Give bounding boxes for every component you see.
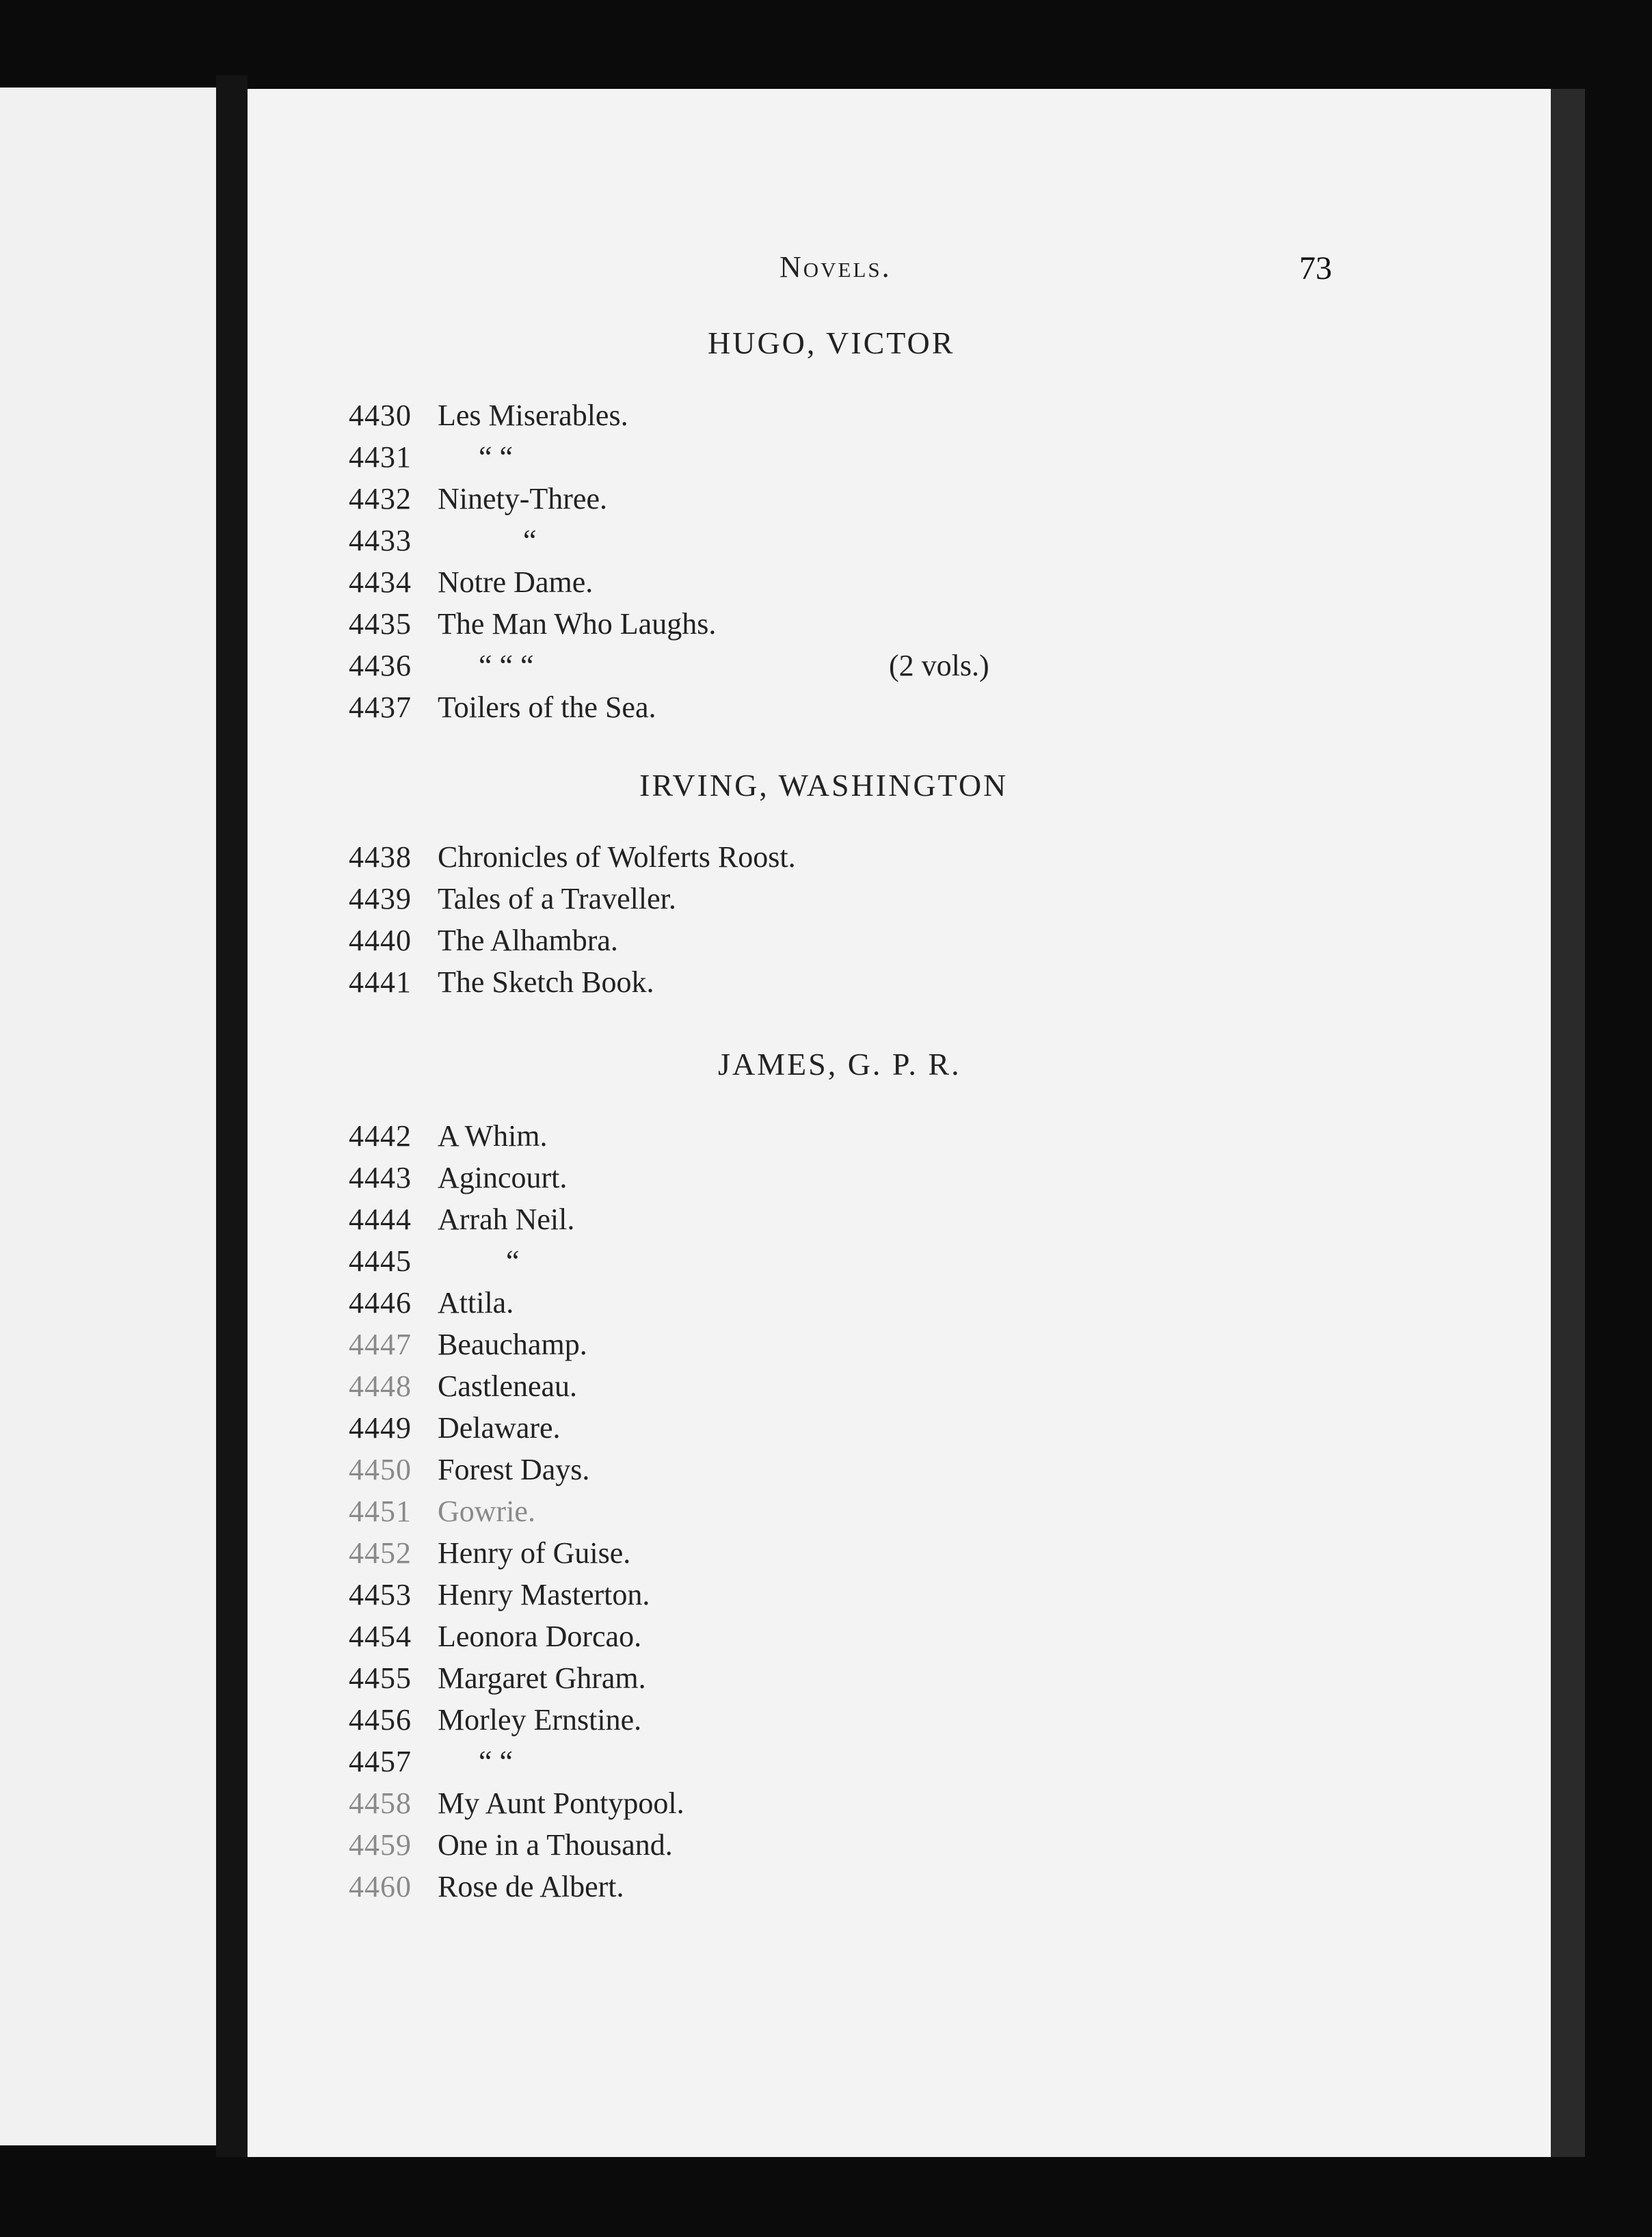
entry-number: 4436 (349, 649, 412, 682)
list-item (349, 481, 607, 522)
entry-title: Margaret Ghram. (438, 1661, 646, 1695)
entry-number: 4438 (349, 840, 412, 874)
list-item (349, 1369, 577, 1410)
entry-number: 4456 (349, 1703, 412, 1737)
list-item (349, 565, 593, 606)
list-item (349, 523, 537, 564)
book-gutter (216, 75, 248, 2160)
list-item (349, 1244, 520, 1285)
list-item (349, 840, 796, 881)
entry-title: The Man Who Laughs. (438, 607, 717, 641)
list-item (349, 1869, 624, 1910)
entry-number: 4454 (349, 1620, 412, 1653)
entry-number: 4441 (349, 965, 412, 999)
entry-title: Attila. (438, 1286, 514, 1320)
section-heading-james: JAMES, G. P. R. (718, 1047, 961, 1082)
list-item (349, 881, 676, 922)
entry-number: 4453 (349, 1578, 412, 1611)
entry-number: 4432 (349, 482, 412, 515)
entry-title: Gowrie. (438, 1495, 535, 1528)
entry-title: Les Miserables. (438, 399, 628, 432)
list-item (349, 1327, 587, 1368)
list-item (349, 923, 618, 964)
entry-title: A Whim. (438, 1119, 548, 1153)
entry-number: 4449 (349, 1411, 412, 1445)
section-heading-hugo: HUGO, VICTOR (708, 325, 955, 360)
entry-number: 4447 (349, 1328, 412, 1361)
list-item (349, 1160, 567, 1201)
list-item (349, 648, 989, 689)
running-head: Novels. (780, 250, 892, 284)
entry-title: Arrah Neil. (438, 1203, 575, 1236)
entry-title: Toilers of the Sea. (438, 691, 656, 724)
entry-number: 4433 (349, 524, 412, 557)
list-item (349, 1285, 514, 1326)
list-item (349, 1410, 561, 1451)
entry-number: 4445 (349, 1244, 412, 1278)
entry-title: “ “ (479, 1745, 514, 1778)
list-item (349, 1744, 513, 1785)
entry-title: Castleneau. (438, 1369, 578, 1403)
list-item (349, 1577, 650, 1618)
entry-number: 4446 (349, 1286, 412, 1320)
entry-title: Chronicles of Wolferts Roost. (438, 840, 796, 874)
entry-note: (2 vols.) (889, 649, 989, 682)
entry-title: “ (506, 1244, 520, 1278)
entry-title: Rose de Albert. (438, 1870, 624, 1903)
list-item (349, 1661, 646, 1702)
scan-background (0, 2157, 1652, 2237)
entry-number: 4450 (349, 1453, 412, 1486)
list-item (349, 690, 656, 731)
entry-number: 4460 (349, 1870, 412, 1903)
entry-title: The Alhambra. (438, 924, 618, 957)
entry-number: 4439 (349, 882, 412, 915)
list-item (349, 1452, 589, 1493)
entry-title: Delaware. (438, 1411, 561, 1445)
entry-number: 4451 (349, 1495, 412, 1528)
entry-title: The Sketch Book. (438, 965, 654, 999)
entry-number: 4444 (349, 1203, 412, 1236)
entry-number: 4435 (349, 607, 412, 641)
entry-title: Morley Ernstine. (438, 1703, 642, 1737)
list-item (349, 1536, 630, 1577)
list-item (349, 1202, 574, 1243)
entry-title: Ninety-Three. (438, 482, 607, 515)
entry-title: Tales of a Traveller. (438, 882, 676, 915)
entry-number: 4448 (349, 1369, 412, 1403)
entry-title: “ (523, 524, 537, 557)
list-item (349, 606, 716, 647)
entry-number: 4452 (349, 1536, 412, 1570)
entry-title: “ “ (479, 440, 514, 474)
entry-number: 4437 (349, 691, 412, 724)
list-item (349, 440, 513, 481)
page-edge-shadow (1551, 89, 1585, 2157)
entry-number: 4434 (349, 565, 412, 599)
entry-number: 4430 (349, 399, 412, 432)
list-item (349, 1827, 673, 1868)
entry-number: 4431 (349, 440, 412, 474)
entry-number: 4440 (349, 924, 412, 957)
entry-title: Henry of Guise. (438, 1536, 631, 1570)
entry-number: 4458 (349, 1786, 412, 1820)
entry-title: Forest Days. (438, 1453, 590, 1486)
entry-title: One in a Thousand. (438, 1828, 673, 1862)
entry-title: “ “ “ (479, 649, 534, 682)
entry-number: 4455 (349, 1661, 412, 1695)
list-item (349, 1118, 548, 1160)
entry-title: Leonora Dorcao. (438, 1620, 642, 1653)
list-item (349, 965, 654, 1006)
entry-title: Beauchamp. (438, 1328, 587, 1361)
entry-title: Henry Masterton. (438, 1578, 650, 1611)
list-item (349, 1786, 684, 1827)
entry-title: Notre Dame. (438, 565, 594, 599)
facing-page-edge (0, 88, 216, 2145)
list-item (349, 1619, 641, 1660)
page-number: 73 (1299, 250, 1332, 286)
entry-title: Agincourt. (438, 1161, 568, 1194)
entry-title: My Aunt Pontypool. (438, 1786, 684, 1820)
list-item (349, 1702, 641, 1743)
entry-number: 4459 (349, 1828, 412, 1862)
section-heading-irving: IRVING, WASHINGTON (639, 768, 1009, 803)
entry-number: 4443 (349, 1161, 412, 1194)
entry-number: 4442 (349, 1119, 412, 1153)
list-item (349, 398, 628, 439)
list-item (349, 1494, 535, 1535)
entry-number: 4457 (349, 1745, 412, 1778)
